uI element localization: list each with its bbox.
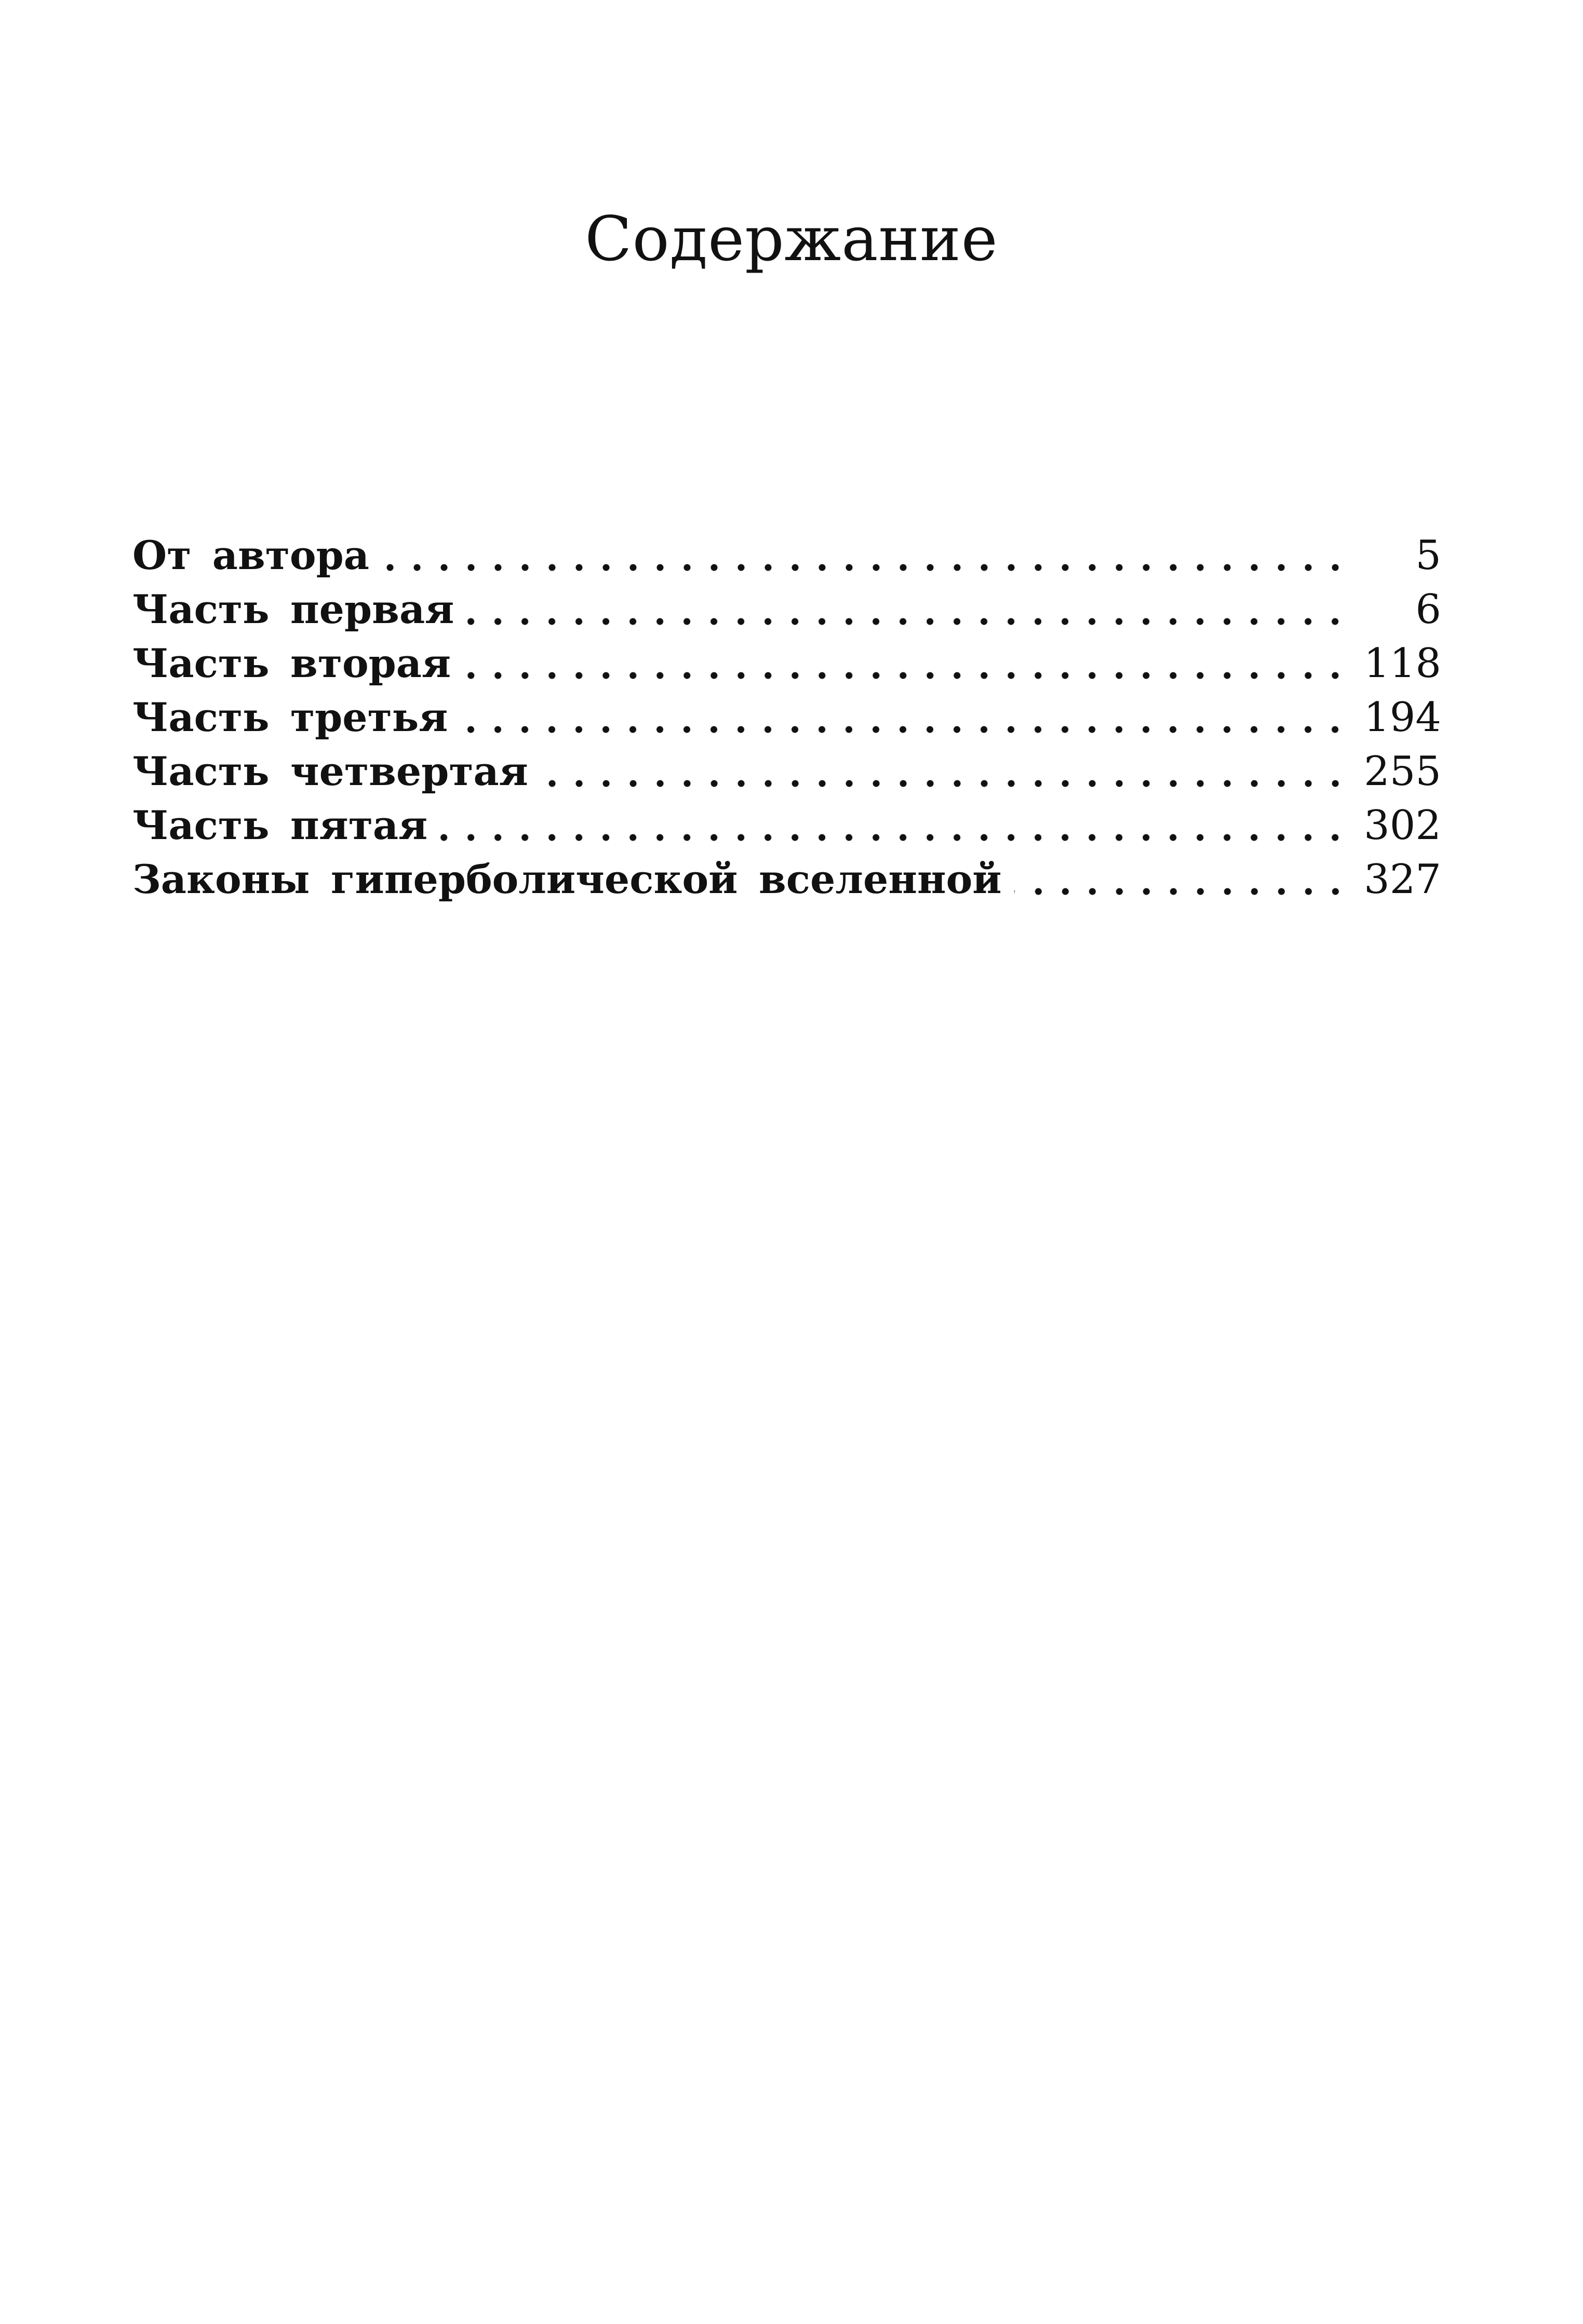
toc-entry-label: Часть пятая [132,802,428,848]
toc-page-number: 118 [1364,640,1441,687]
toc-entry-label: Часть четвертая [132,748,528,794]
toc-entry-label: Законы гиперболической вселенной [132,856,1002,902]
toc-entry [132,853,1441,907]
table-of-contents [132,529,1441,907]
dot-leader [541,745,1349,799]
dot-leader [1014,853,1349,907]
toc-page-number: 6 [1415,586,1441,633]
toc-page-number: 327 [1364,856,1441,903]
dot-leader [440,799,1349,853]
toc-entry [132,799,1441,853]
toc-entry [132,691,1441,745]
page-title: Содержание [585,203,998,275]
toc-entry-label: От автора [132,532,369,578]
toc-entry [132,745,1441,799]
dot-leader [463,637,1349,691]
toc-entry-label: Часть третья [132,694,448,740]
toc-page-number: 255 [1364,748,1441,795]
toc-page-number: 194 [1364,694,1441,741]
dot-leader [382,529,1349,583]
toc-entry [132,529,1441,583]
toc-entry [132,583,1441,637]
dot-leader [466,583,1349,637]
toc-entry-label: Часть первая [132,586,454,632]
dot-leader [460,691,1349,745]
toc-page-number: 302 [1364,802,1441,849]
toc-page-number: 5 [1415,532,1441,579]
toc-entry [132,637,1441,691]
toc-entry-label: Часть вторая [132,640,451,686]
